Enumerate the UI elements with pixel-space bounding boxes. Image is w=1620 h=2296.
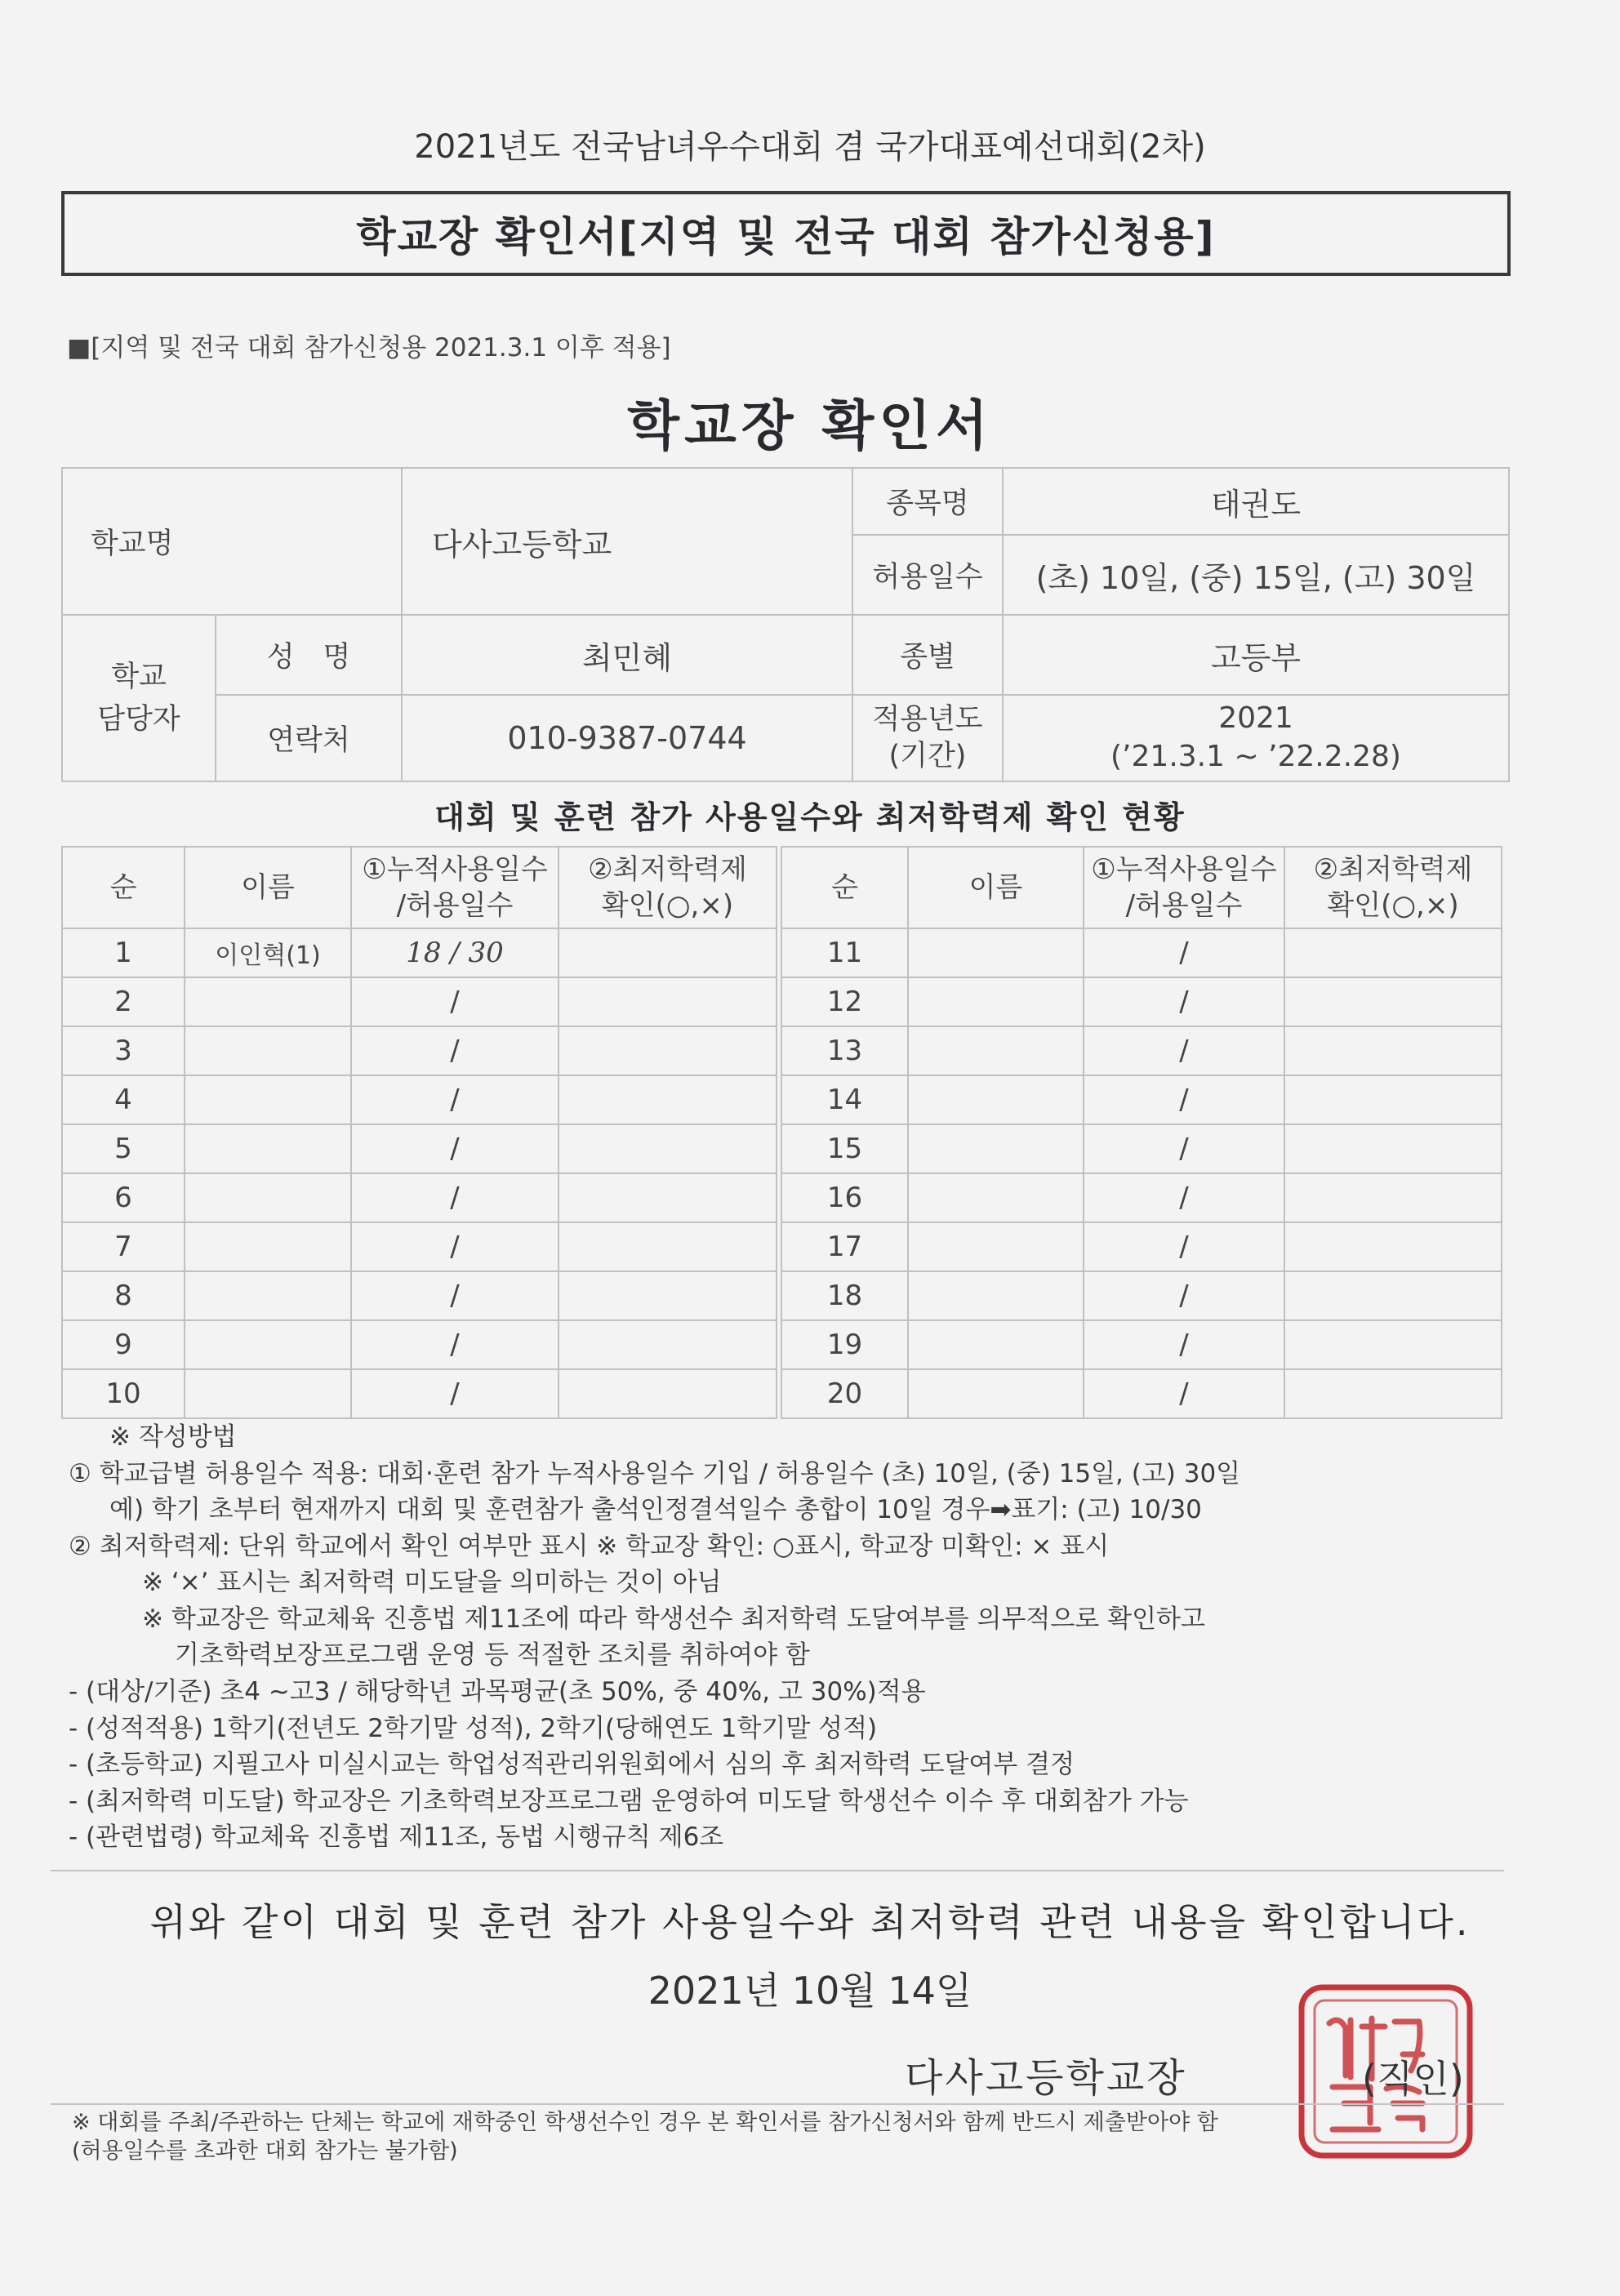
- school-info-table: [61, 467, 1510, 782]
- days-used[interactable]: /: [1084, 928, 1284, 977]
- row-number: 9: [62, 1320, 185, 1369]
- instruction-line: - (최저학력 미도달) 학교장은 기초학력보장프로그램 운영하여 미도달 학생선수 이수 후 대회참가 가능: [69, 1786, 1189, 1816]
- table-row: [62, 928, 777, 977]
- participant-name[interactable]: [185, 1271, 351, 1320]
- school-name-label: 학교명: [62, 468, 402, 615]
- principal-signature: 다사고등학교장: [905, 2055, 1187, 2101]
- days-used[interactable]: /: [351, 1369, 559, 1418]
- days-used[interactable]: /: [351, 1271, 559, 1320]
- row-number: 15: [781, 1124, 908, 1173]
- document-title-box: [61, 191, 1511, 276]
- instruction-line: ※ 학교장은 학교체육 진흥법 제11조에 따라 학생선수 최저학력 도달여부를 의무적으로 확인하고: [142, 1604, 1205, 1634]
- table-row: [781, 1271, 1502, 1320]
- participant-name[interactable]: 이인혁(1): [185, 928, 351, 977]
- participant-name[interactable]: [185, 1124, 351, 1173]
- table-header-row: [781, 847, 1502, 928]
- table-row: [62, 1026, 777, 1075]
- min-academic-check[interactable]: [1284, 1075, 1502, 1124]
- days-used[interactable]: /: [351, 1124, 559, 1173]
- allowed-days-label: 허용일수: [852, 535, 1003, 615]
- divider: [51, 2103, 1504, 2105]
- instruction-line: 예) 학기 초부터 현재까지 대회 및 훈련참가 출석인정결석일수 총합이 10일 경우➡표기: (고) 10/30: [109, 1495, 1202, 1525]
- days-used[interactable]: /: [351, 1320, 559, 1369]
- participant-name[interactable]: [185, 1075, 351, 1124]
- min-academic-check[interactable]: [559, 1173, 777, 1222]
- section-title: 대회 및 훈련 참가 사용일수와 최저학력제 확인 현황: [434, 799, 1186, 835]
- instruction-line: ② 최저학력제: 단위 학교에서 확인 여부만 표시 ※ 학교장 확인: ○표시, 학교장 미확인: × 표시: [69, 1531, 1110, 1561]
- table-row: [781, 1026, 1502, 1075]
- allowed-days-value: (초) 10일, (중) 15일, (고) 30일: [1003, 535, 1509, 615]
- col-header-min-academic: ②최저학력제 확인(○,×): [1284, 847, 1502, 928]
- row-number: 8: [62, 1271, 185, 1320]
- row-number: 5: [62, 1124, 185, 1173]
- instruction-line: - (관련법령) 학교체육 진흥법 제11조, 동법 시행규칙 제6조: [69, 1822, 724, 1853]
- table-row: [781, 977, 1502, 1026]
- table-row: [62, 1369, 777, 1418]
- row-number: 14: [781, 1075, 908, 1124]
- instruction-line: ※ ‘×’ 표시는 최저학력 미도달을 의미하는 것이 아님: [142, 1568, 722, 1598]
- min-academic-check[interactable]: [559, 1075, 777, 1124]
- participant-name[interactable]: [908, 1369, 1084, 1418]
- table-row: [62, 1075, 777, 1124]
- participant-name[interactable]: [908, 1222, 1084, 1271]
- days-used[interactable]: /: [1084, 1173, 1284, 1222]
- participant-name[interactable]: [908, 928, 1084, 977]
- table-row: [62, 1222, 777, 1271]
- col-header-name: 이름: [908, 847, 1084, 928]
- col-header-days: ①누적사용일수 /허용일수: [351, 847, 559, 928]
- min-academic-check[interactable]: [1284, 1271, 1502, 1320]
- division-label: 종별: [852, 615, 1003, 695]
- contact-value: 010-9387-0744: [402, 695, 852, 781]
- min-academic-check[interactable]: [559, 1026, 777, 1075]
- row-number: 10: [62, 1369, 185, 1418]
- table-row: [62, 1124, 777, 1173]
- row-number: 3: [62, 1026, 185, 1075]
- days-used[interactable]: /: [351, 1026, 559, 1075]
- col-header-days: ①누적사용일수 /허용일수: [1084, 847, 1284, 928]
- period-value: 2021 (’21.3.1 ~ ’22.2.28): [1003, 695, 1509, 781]
- min-academic-check[interactable]: [1284, 1124, 1502, 1173]
- col-header-name: 이름: [185, 847, 351, 928]
- row-number: 18: [781, 1271, 908, 1320]
- participant-name[interactable]: [185, 977, 351, 1026]
- staff-name-value: 최민혜: [402, 615, 852, 695]
- participant-name[interactable]: [185, 1222, 351, 1271]
- page-title: 학교장 확인서: [627, 394, 993, 457]
- min-academic-check[interactable]: [559, 1124, 777, 1173]
- days-used[interactable]: /: [1084, 1222, 1284, 1271]
- row-number: 2: [62, 977, 185, 1026]
- sport-label: 종목명: [852, 468, 1003, 535]
- participant-name[interactable]: [908, 1026, 1084, 1075]
- instruction-line: - (초등학교) 지필고사 미실시교는 학업성적관리위원회에서 심의 후 최저학력 도달여부 결정: [69, 1750, 1075, 1780]
- period-label: 적용년도 (기간): [852, 695, 1003, 781]
- days-used[interactable]: /: [1084, 977, 1284, 1026]
- days-used[interactable]: /: [351, 1173, 559, 1222]
- division-value: 고등부: [1003, 615, 1509, 695]
- participant-table-left: [61, 846, 777, 1419]
- participant-name[interactable]: [908, 1271, 1084, 1320]
- min-academic-check[interactable]: [559, 1222, 777, 1271]
- row-number: 11: [781, 928, 908, 977]
- table-row: [62, 1320, 777, 1369]
- row-number: 16: [781, 1173, 908, 1222]
- participant-name[interactable]: [185, 1026, 351, 1075]
- contact-label: 연락처: [216, 695, 402, 781]
- min-academic-check[interactable]: [1284, 1369, 1502, 1418]
- days-used[interactable]: /: [351, 977, 559, 1026]
- row-number: 19: [781, 1320, 908, 1369]
- table-row: [781, 1369, 1502, 1418]
- issue-date: 2021년 10월 14일: [648, 1969, 972, 2013]
- instructions: [69, 1422, 1522, 1859]
- table-header-row: [62, 847, 777, 928]
- row-number: 20: [781, 1369, 908, 1418]
- table-row: [781, 1075, 1502, 1124]
- row-number: 13: [781, 1026, 908, 1075]
- row-number: 1: [62, 928, 185, 977]
- min-academic-check[interactable]: [1284, 1222, 1502, 1271]
- row-number: 17: [781, 1222, 908, 1271]
- min-academic-check[interactable]: [1284, 1320, 1502, 1369]
- min-academic-check[interactable]: [1284, 1173, 1502, 1222]
- confirmation-statement: 위와 같이 대회 및 훈련 참가 사용일수와 최저학력 관련 내용을 확인합니다.: [149, 1900, 1471, 1944]
- row-number: 7: [62, 1222, 185, 1271]
- days-used[interactable]: /: [1084, 1320, 1284, 1369]
- days-used[interactable]: 18 / 30: [351, 928, 559, 977]
- min-academic-check[interactable]: [1284, 928, 1502, 977]
- days-used[interactable]: /: [1084, 1369, 1284, 1418]
- table-row: [781, 1124, 1502, 1173]
- row-number: 4: [62, 1075, 185, 1124]
- participant-name[interactable]: [908, 1075, 1084, 1124]
- instruction-line: 기초학력보장프로그램 운영 등 적절한 조치를 취하여야 함: [175, 1640, 810, 1671]
- table-row: [62, 1271, 777, 1320]
- participant-name[interactable]: [185, 1320, 351, 1369]
- document-title: 학교장 확인서[지역 및 전국 대회 참가신청용]: [356, 213, 1216, 260]
- school-name-value: 다사고등학교: [402, 468, 852, 615]
- seal-label: (직인): [1362, 2057, 1464, 2101]
- table-row: [62, 1173, 777, 1222]
- min-academic-check[interactable]: [559, 1369, 777, 1418]
- participant-name[interactable]: [185, 1173, 351, 1222]
- staff-name-label: 성 명: [216, 615, 402, 695]
- participant-name[interactable]: [908, 1124, 1084, 1173]
- participant-name[interactable]: [185, 1369, 351, 1418]
- col-header-no: 순: [781, 847, 908, 928]
- days-used[interactable]: /: [1084, 1026, 1284, 1075]
- table-row: [781, 1320, 1502, 1369]
- min-academic-check[interactable]: [1284, 977, 1502, 1026]
- min-academic-check[interactable]: [559, 977, 777, 1026]
- row-number: 12: [781, 977, 908, 1026]
- table-row: [781, 928, 1502, 977]
- participant-name[interactable]: [908, 977, 1084, 1026]
- table-row: [781, 1222, 1502, 1271]
- min-academic-check[interactable]: [559, 1271, 777, 1320]
- instruction-line: - (성적적용) 1학기(전년도 2학기말 성적), 2학기(당해연도 1학기말 성적): [69, 1713, 878, 1743]
- participant-name[interactable]: [908, 1320, 1084, 1369]
- col-header-no: 순: [62, 847, 185, 928]
- instruction-line: - (대상/기준) 초4 ~고3 / 해당학년 과목평균(초 50%, 중 40%, 고 30%)적용: [69, 1677, 926, 1707]
- divider: [51, 1870, 1504, 1871]
- participant-table-right: [781, 846, 1502, 1419]
- days-used[interactable]: /: [1084, 1075, 1284, 1124]
- min-academic-check[interactable]: [1284, 1026, 1502, 1075]
- days-used[interactable]: /: [351, 1222, 559, 1271]
- days-used[interactable]: /: [351, 1075, 559, 1124]
- row-number: 6: [62, 1173, 185, 1222]
- instruction-line: ※ 작성방법: [109, 1422, 237, 1452]
- footnote: ※ 대회를 주최/주관하는 단체는 학교에 재학중인 학생선수인 경우 본 확인서를 참가신청서와 함께 반드시 제출받아야 함 (허용일수를 초과한 대회 참가는 불가함): [72, 2110, 1218, 2165]
- col-header-min-academic: ②최저학력제 확인(○,×): [559, 847, 777, 928]
- min-academic-check[interactable]: [559, 928, 777, 977]
- participant-name[interactable]: [908, 1173, 1084, 1222]
- instruction-line: ① 학교급별 허용일수 적용: 대회·훈련 참가 누적사용일수 기입 / 허용일수 (초) 10일, (중) 15일, (고) 30일: [69, 1458, 1241, 1488]
- sport-value: 태권도: [1003, 468, 1509, 535]
- days-used[interactable]: /: [1084, 1271, 1284, 1320]
- days-used[interactable]: /: [1084, 1124, 1284, 1173]
- table-row: [62, 977, 777, 1026]
- table-row: [781, 1173, 1502, 1222]
- applicability-note: ■[지역 및 전국 대회 참가신청용 2021.3.1 이후 적용]: [67, 333, 671, 363]
- min-academic-check[interactable]: [559, 1320, 777, 1369]
- staff-label: 학교 담당자: [62, 615, 216, 781]
- event-title: 2021년도 전국남녀우수대회 겸 국가대표예선대회(2차): [414, 128, 1206, 166]
